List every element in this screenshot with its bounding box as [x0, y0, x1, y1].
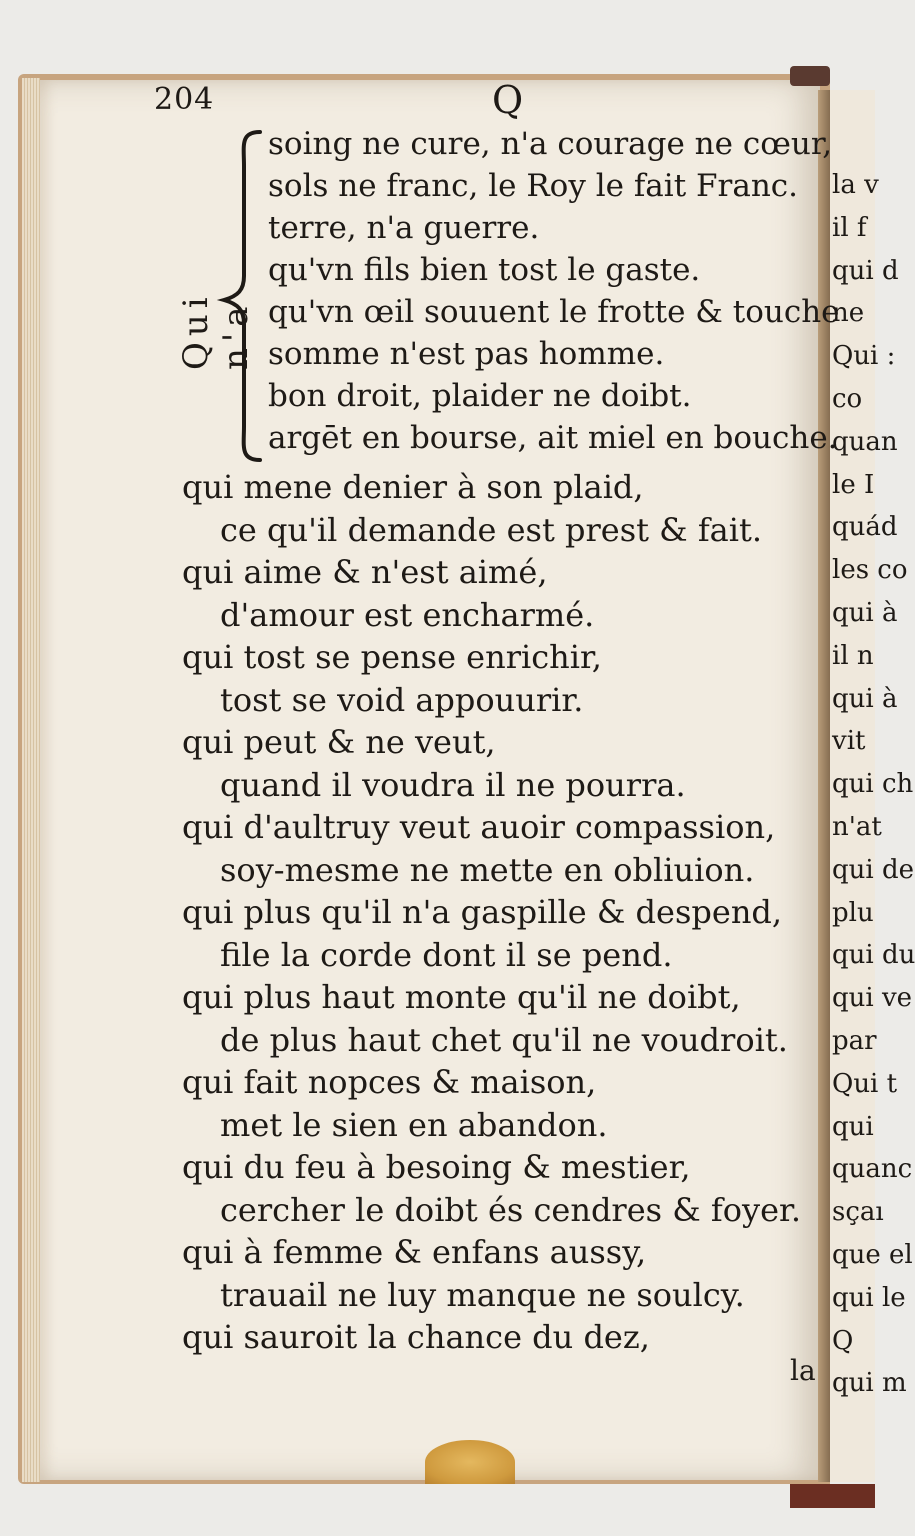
facing-page-fragment: qui d [832, 255, 899, 286]
facing-page-fragment: Qui t [832, 1068, 898, 1099]
facing-page-fragment: plu [832, 897, 874, 928]
bracketed-line: somme n'est pas homme. [268, 336, 665, 372]
wax-stain [425, 1440, 515, 1484]
bracketed-line: bon droit, plaider ne doibt. [268, 378, 692, 414]
proverb-line: qui à femme & enfans aussy, [182, 1233, 647, 1271]
facing-page-fragment: il n [832, 640, 874, 671]
facing-page-fragment: qui à [832, 683, 898, 714]
proverb-line: qui plus qu'il n'a gaspille & despend, [182, 893, 783, 931]
facing-page-fragment: qui m [832, 1368, 907, 1399]
facing-page-fragment: qui ve [832, 983, 913, 1014]
binding-bottom [790, 1484, 875, 1508]
facing-page-fragment: qui ch [832, 769, 914, 800]
running-head: Q [492, 78, 524, 122]
facing-page-fragment: qui le [832, 1282, 906, 1313]
proverb-response-line: met le sien en abandon. [220, 1105, 608, 1144]
proverb-response-line: cercher le doibt és cendres & foyer. [220, 1190, 801, 1229]
proverb-line: qui plus haut monte qu'il ne doibt, [182, 978, 741, 1016]
binding-top [790, 66, 830, 86]
facing-page-fragment: le I [832, 469, 875, 500]
facing-page-fragment: qui de [832, 854, 914, 885]
page-block-edge [22, 78, 40, 1482]
facing-page-fragment: il f [832, 212, 867, 243]
facing-page-fragment: qui [832, 1111, 874, 1142]
facing-page-fragment: n'at [832, 812, 882, 842]
facing-page-fragment: les co [832, 555, 908, 586]
page-number: 204 [154, 82, 215, 117]
proverb-line: qui aime & n'est aimé, [182, 553, 548, 591]
facing-page-fragment: la v [832, 170, 879, 200]
proverb-line: qui d'aultruy veut auoir compassion, [182, 808, 776, 846]
proverb-response-line: file la corde dont il se pend. [220, 935, 673, 974]
proverb-line: qui sauroit la chance du dez, [182, 1318, 650, 1356]
facing-page-fragment: par [832, 1026, 877, 1056]
facing-page-fragment: quanc [832, 1154, 913, 1185]
proverb-line: qui mene denier à son plaid, [182, 468, 644, 506]
facing-page-fragment: Q [832, 1325, 854, 1356]
proverb-response-line: de plus haut chet qu'il ne voudroit. [220, 1020, 788, 1059]
bracketed-line: soing ne cure, n'a courage ne cœur, [268, 126, 833, 162]
facing-page-fragment: sçaı [832, 1197, 884, 1228]
proverb-line: qui fait nopces & maison, [182, 1063, 597, 1101]
facing-page-fragment: Qui : [832, 341, 896, 372]
facing-page-fragment: qui du [832, 940, 915, 971]
bracketed-line: terre, n'a guerre. [268, 210, 540, 246]
proverb-line: qui tost se pense enrichir, [182, 638, 602, 676]
facing-page-fragment: co [832, 384, 863, 414]
bracketed-line: qu'vn œil souuent le frotte & touche [268, 294, 840, 330]
proverb-response-line: d'amour est encharmé. [220, 595, 595, 634]
facing-page-fragment: vit [832, 726, 866, 757]
proverb-response-line: quand il voudra il ne pourra. [220, 765, 686, 804]
bracketed-line: sols ne franc, le Roy le fait Franc. [268, 168, 798, 204]
facing-page-fragment: quan [832, 426, 898, 457]
bracketed-line: argēt en bourse, ait miel en bouche. [268, 420, 838, 456]
proverb-response-line: tost se void appouurir. [220, 680, 584, 719]
proverb-response-line: trauail ne luy manque ne soulcy. [220, 1275, 745, 1314]
facing-page-fragment: quád [832, 512, 898, 543]
proverb-line: qui peut & ne veut, [182, 723, 496, 761]
proverb-line: qui du feu à besoing & mestier, [182, 1148, 691, 1186]
catchword: la [790, 1354, 816, 1387]
facing-page-fragment: que el [832, 1240, 913, 1270]
proverb-response-line: ce qu'il demande est prest & fait. [220, 510, 763, 549]
brace-icon [210, 126, 270, 466]
side-label: Qui n'a [176, 291, 256, 370]
facing-page-fragment: qui à [832, 598, 898, 628]
bracketed-line: qu'vn fils bien tost le gaste. [268, 252, 701, 288]
facing-page-fragment: ne [832, 298, 865, 329]
proverb-response-line: soy-mesme ne mette en obliuion. [220, 850, 755, 889]
